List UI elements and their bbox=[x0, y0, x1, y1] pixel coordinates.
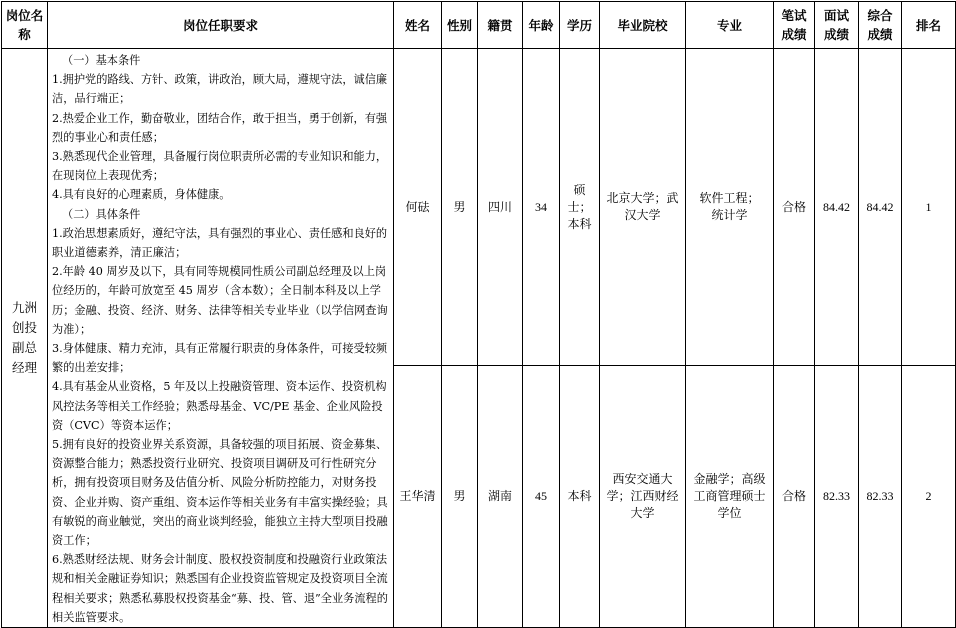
header-position: 岗位名称 bbox=[2, 2, 48, 49]
requirement-item: 4.具有良好的心理素质，身体健康。 bbox=[52, 188, 231, 202]
recruitment-results-table bbox=[1, 1, 956, 628]
requirement-item: 2.年龄 40 周岁及以下，具有同等规模同性质公司副总经理及以上岗位经历的，年龄可放宽至 45 周岁（含本数）；全日制本科及以上学历；金融、投资、经济、财务、法律等相关专业毕业（以学信网查询为准）； bbox=[52, 265, 388, 336]
candidate-name: 何砝 bbox=[394, 49, 442, 366]
school-text: 西安交通大学；江西财经大学 bbox=[606, 472, 679, 521]
candidate-major bbox=[686, 49, 774, 366]
requirement-item: 5.拥有良好的投资业界关系资源，具备较强的项目拓展、资金募集、资源整合能力；熟悉投资行业研究、投资项目调研及可行性研究分析，拥有投资项目财务及估值分析、风险分析防控能力，对财务投资、企业并购、资产重组、资本运作等相关业务有丰富实操经验；具有敏锐的商业触觉，突出的商业谈判经验，能独立主持大型项目投融资工作； bbox=[52, 438, 388, 548]
candidate-interview-score: 84.42 bbox=[815, 49, 859, 366]
candidate-name: 王华清 bbox=[394, 366, 442, 628]
header-gender: 性别 bbox=[442, 2, 478, 49]
candidate-education bbox=[560, 366, 600, 628]
header-requirements: 岗位任职要求 bbox=[48, 2, 394, 49]
requirement-item: 1.拥护党的路线、方针、政策，讲政治，顾大局，遵规守法，诚信廉洁，品行端正； bbox=[52, 73, 388, 106]
header-interview-score: 面试成绩 bbox=[815, 2, 859, 49]
header-name: 姓名 bbox=[394, 2, 442, 49]
requirement-item: 4.具有基金从业资格，5 年及以上投融资管理、资本运作、投资机构风控法务等相关工作经验；熟悉母基金、VC/PE 基金、企业风险投资（CVC）等资本运作； bbox=[52, 380, 387, 432]
school-text: 北京大学；武汉大学 bbox=[606, 191, 679, 223]
position-name: 九洲创投副总经理 bbox=[2, 49, 48, 628]
candidate-education bbox=[560, 49, 600, 366]
candidate-total-score: 84.42 bbox=[859, 49, 902, 366]
table-row bbox=[2, 49, 956, 366]
candidate-interview-score: 82.33 bbox=[815, 366, 859, 628]
requirement-item: 3.熟悉现代企业管理，具备履行岗位职责所必需的专业知识和能力，在现岗位上表现优秀； bbox=[52, 150, 388, 183]
requirement-item: 3.身体健康、精力充沛，具有正常履行职责的身体条件，可接受较频繁的出差安排； bbox=[52, 342, 388, 375]
candidate-school bbox=[600, 366, 686, 628]
candidate-origin: 四川 bbox=[478, 49, 523, 366]
header-education: 学历 bbox=[560, 2, 600, 49]
header-written-score: 笔试成绩 bbox=[774, 2, 815, 49]
header-age: 年龄 bbox=[523, 2, 560, 49]
candidate-age: 45 bbox=[523, 366, 560, 628]
candidate-rank: 1 bbox=[902, 49, 956, 366]
major-text: 金融学；高级工商管理硕士学位 bbox=[693, 472, 766, 521]
candidate-major bbox=[686, 366, 774, 628]
education-text: 硕士；本科 bbox=[567, 182, 592, 231]
requirement-section-title: （二）具体条件 bbox=[62, 207, 141, 221]
requirement-item: 2.热爱企业工作，勤奋敬业，团结合作，敢于担当，勇于创新，有强烈的事业心和责任感； bbox=[52, 111, 388, 144]
header-major: 专业 bbox=[686, 2, 774, 49]
candidate-written-score: 合格 bbox=[774, 49, 815, 366]
header-school: 毕业院校 bbox=[600, 2, 686, 49]
requirement-item: 1.政治思想素质好，遵纪守法，具有强烈的事业心、责任感和良好的职业道德素养，清正廉洁； bbox=[52, 226, 388, 260]
major-text: 软件工程；统计学 bbox=[699, 191, 760, 223]
header-rank: 排名 bbox=[902, 2, 956, 49]
requirement-section-title: （一）基本条件 bbox=[62, 54, 141, 67]
requirement-item: 6.熟悉财经法规、财务会计制度、股权投资制度和投融资行业政策法规和相关金融证券知识；熟悉国有企业投资监管规定及投资项目全流程相关要求；熟悉私募股权投资基金“募、投、管、退”全业务流程的相关监管要求。 bbox=[52, 553, 388, 624]
candidate-origin: 湖南 bbox=[478, 366, 523, 628]
candidate-age: 34 bbox=[523, 49, 560, 366]
header-row bbox=[2, 2, 956, 49]
candidate-school bbox=[600, 49, 686, 366]
job-requirements bbox=[48, 49, 394, 628]
candidate-written-score: 合格 bbox=[774, 366, 815, 628]
candidate-total-score: 82.33 bbox=[859, 366, 902, 628]
header-origin: 籍贯 bbox=[478, 2, 523, 49]
candidate-gender: 男 bbox=[442, 49, 478, 366]
candidate-gender: 男 bbox=[442, 366, 478, 628]
candidate-rank: 2 bbox=[902, 366, 956, 628]
header-total-score: 综合成绩 bbox=[859, 2, 902, 49]
education-text: 本科 bbox=[567, 489, 592, 504]
